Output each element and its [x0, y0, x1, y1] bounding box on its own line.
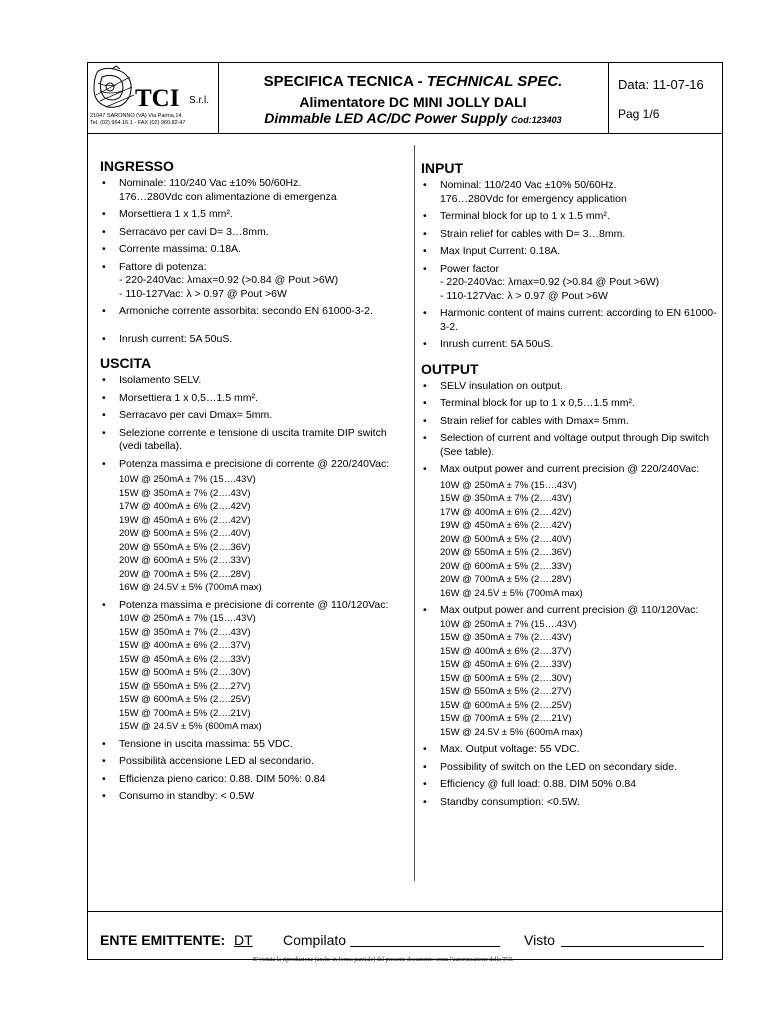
product-name-it: Alimentatore DC MINI JOLLY DALI: [299, 94, 527, 110]
issuer-label: ENTE EMITTENTE:: [100, 932, 226, 948]
spec-sheet: [87, 62, 723, 960]
issuer-value: DT: [234, 932, 253, 948]
list-item: • Serracavo per cavi Dmax= 5mm.: [100, 409, 406, 423]
power-table-120: 10W @ 250mA ± 7% (15….43V) 15W @ 350mA ± 7% (2….43V) 15W @ 400mA ± 6% (2….37V) 15W @ 450mA ± 6% (2….33V) 15W @ 500mA ± 5% (2….30V) 15W @ 550mA ± 5% (2….27V) 15W @ 600mA ± 5% (2….25V) 15W @ 700mA ± 5% (2….21V) 15W @ 24.5V ± 5% (600mA max): [119, 613, 262, 732]
list-item: • Terminal block for up to 1 x 1.5 mm².: [421, 210, 717, 224]
company-address: 21047 SARONNO (VA) Via Parma,14 Tel. (02) 964.16.1 - FAX (02) 960.82.47: [90, 113, 186, 126]
list-item: • Fattore di potenza: - 220-240Vac: λmax=0.92 (>0.84 @ Pout >6W) - 110-127Vac: λ > 0.97 @ Pout >6W: [100, 261, 406, 302]
product-code: Cod:123403: [511, 115, 562, 125]
logo-suffix: S.r.l.: [189, 95, 210, 106]
list-item: • Inrush current: 5A 50uS.: [421, 338, 717, 352]
copyright-note: E' vietata la riproduzione (anche in forma parziale) del presente documento senza l'autorizzazione della TCI. -: [253, 957, 517, 963]
compilato-signature-line: [350, 946, 500, 947]
section-title-ingresso: INGRESSO: [100, 158, 174, 174]
italian-column: [100, 157, 406, 808]
list-item: • Corrente massima: 0.18A.: [100, 243, 406, 257]
list-item: • Terminal block for up to 1 x 0,5…1.5 mm².: [421, 397, 717, 411]
list-item: • SELV insulation on output.: [421, 380, 717, 394]
meta-cell: [608, 63, 722, 133]
list-item: • Strain relief for cables with Dmax= 5mm.: [421, 415, 717, 429]
list-item: • Harmonic content of mains current: according to EN 61000-3-2.: [421, 307, 717, 334]
section-title-input: INPUT: [421, 160, 463, 176]
list-item: • Max output power and current precision @ 110/120Vac: 10W @ 250mA ± 7% (15….43V) 15W @ 350mA ± 7% (2….43V) 15W @ 400mA ± 6% (2….37V) 15W @ 450mA ± 6% (2….33V) 15W @ 500mA ± 5% (2….30V) 15W @ 550mA ± 5% (2….27V) 15W @ 600mA ± 5% (2….25V) 15W @ 700mA ± 5% (2….21V) 15W @ 24.5V ± 5% (600mA max): [421, 604, 717, 739]
logo-text: TCI: [135, 85, 180, 112]
signature-footer: [88, 911, 722, 960]
list-item: • Potenza massima e precisione di corrente @ 110/120Vac: 10W @ 250mA ± 7% (15….43V) 15W @ 350mA ± 7% (2….43V) 15W @ 400mA ± 6% (2….37V) 15W @ 450mA ± 6% (2….33V) 15W @ 500mA ± 5% (2….30V) 15W @ 550mA ± 5% (2….27V) 15W @ 600mA ± 5% (2….25V) 15W @ 700mA ± 5% (2….21V) 15W @ 24.5V ± 5% (600mA max): [100, 599, 406, 734]
power-table-230: 10W @ 250mA ± 7% (15….43V) 15W @ 350mA ± 7% (2….43V) 17W @ 400mA ± 6% (2….42V) 19W @ 450mA ± 6% (2….42V) 20W @ 500mA ± 5% (2….40V) 20W @ 550mA ± 5% (2….36V) 20W @ 600mA ± 5% (2….33V) 20W @ 700mA ± 5% (2….28V) 16W @ 24.5V ± 5% (700mA max): [440, 479, 583, 599]
column-divider: [414, 145, 415, 881]
list-item: • Possibilità accensione LED al secondario.: [100, 755, 406, 769]
compilato-label: Compilato: [283, 932, 347, 948]
list-item: • Serracavo per cavi D= 3…8mm.: [100, 226, 406, 240]
list-item: • Tensione in uscita massima: 55 VDC.: [100, 738, 406, 752]
visto-signature-line: [561, 946, 704, 947]
english-column: [421, 159, 717, 813]
list-item: • Max output power and current precision @ 220/240Vac: 10W @ 250mA ± 7% (15….43V) 15W @ 350mA ± 7% (2….43V) 17W @ 400mA ± 6% (2….42V) 19W @ 450mA ± 6% (2….42V) 20W @ 500mA ± 5% (2….40V) 20W @ 550mA ± 5% (2….36V) 20W @ 600mA ± 5% (2….33V) 20W @ 700mA ± 5% (2….28V) 16W @ 24.5V ± 5% (700mA max): [421, 463, 717, 600]
list-item: • Selection of current and voltage output through Dip switch (See table).: [421, 432, 717, 459]
list-item: • Strain relief for cables with D= 3…8mm.: [421, 228, 717, 242]
power-table-230: 10W @ 250mA ± 7% (15….43V) 15W @ 350mA ± 7% (2….43V) 17W @ 400mA ± 6% (2….42V) 19W @ 450mA ± 6% (2….42V) 20W @ 500mA ± 5% (2….40V) 20W @ 550mA ± 5% (2….36V) 20W @ 600mA ± 5% (2….33V) 20W @ 700mA ± 5% (2….28V) 16W @ 24.5V ± 5% (700mA max): [119, 474, 262, 593]
list-item: • Morsettiera 1 x 0,5…1.5 mm².: [100, 392, 406, 406]
list-item: • Inrush current: 5A 50uS.: [100, 333, 406, 347]
list-item: • Selezione corrente e tensione di uscita tramite DIP switch (vedi tabella).: [100, 427, 406, 454]
list-item: • Standby consumption: <0.5W.: [421, 796, 717, 810]
list-item: • Armoniche corrente assorbita: secondo EN 61000-3-2.: [100, 305, 406, 319]
title-cell: [218, 63, 609, 133]
list-item: • Efficiency @ full load: 0.88. DIM 50% 0.84: [421, 778, 717, 792]
list-item: • Consumo in standby: < 0.5W: [100, 790, 406, 804]
header: [88, 63, 722, 134]
list-item: • Max Input Current: 0.18A.: [421, 245, 717, 259]
power-table-120: 10W @ 250mA ± 7% (15….43V) 15W @ 350mA ± 7% (2….43V) 15W @ 400mA ± 6% (2….37V) 15W @ 450mA ± 6% (2….33V) 15W @ 500mA ± 5% (2….30V) 15W @ 550mA ± 5% (2….27V) 15W @ 600mA ± 5% (2….25V) 15W @ 700mA ± 5% (2….21V) 15W @ 24.5V ± 5% (600mA max): [440, 618, 583, 738]
document-title: SPECIFICA TECNICA - TECHNICAL SPEC.: [263, 73, 563, 90]
logo-cell: [88, 63, 219, 133]
page-number: Pag 1/6: [618, 107, 660, 121]
list-item: • Power factor - 220-240Vac: λmax=0.92 (>0.84 @ Pout >6W) - 110-127Vac: λ > 0.97 @ Pout >6W: [421, 263, 717, 304]
section-title-output: OUTPUT: [421, 360, 479, 377]
tci-logo-icon: [90, 65, 138, 113]
document-date: Data: 11-07-16: [618, 77, 704, 92]
product-name-en: Dimmable LED AC/DC Power Supply Cod:123403: [264, 110, 562, 126]
list-item: • Isolamento SELV.: [100, 374, 406, 388]
list-item: • Max. Output voltage: 55 VDC.: [421, 743, 717, 757]
list-item: • Potenza massima e precisione di corrente @ 220/240Vac: 10W @ 250mA ± 7% (15….43V) 15W @ 350mA ± 7% (2….43V) 17W @ 400mA ± 6% (2….42V) 19W @ 450mA ± 6% (2….42V) 20W @ 500mA ± 5% (2….40V) 20W @ 550mA ± 5% (2….36V) 20W @ 600mA ± 5% (2….33V) 20W @ 700mA ± 5% (2….28V) 16W @ 24.5V ± 5% (700mA max): [100, 458, 406, 595]
list-item: • Nominal: 110/240 Vac ±10% 50/60Hz. 176…280Vdc for emergency application: [421, 179, 717, 206]
list-item: • Morsettiera 1 x 1.5 mm².: [100, 208, 406, 222]
list-item: • Possibility of switch on the LED on secondary side.: [421, 761, 717, 775]
list-item: • Efficienza pieno carico: 0.88. DIM 50%: 0.84: [100, 773, 406, 787]
visto-label: Visto: [524, 932, 555, 948]
list-item: • Nominale: 110/240 Vac ±10% 50/60Hz. 176…280Vdc con alimentazione di emergenza: [100, 177, 406, 204]
section-title-uscita: USCITA: [100, 355, 152, 371]
